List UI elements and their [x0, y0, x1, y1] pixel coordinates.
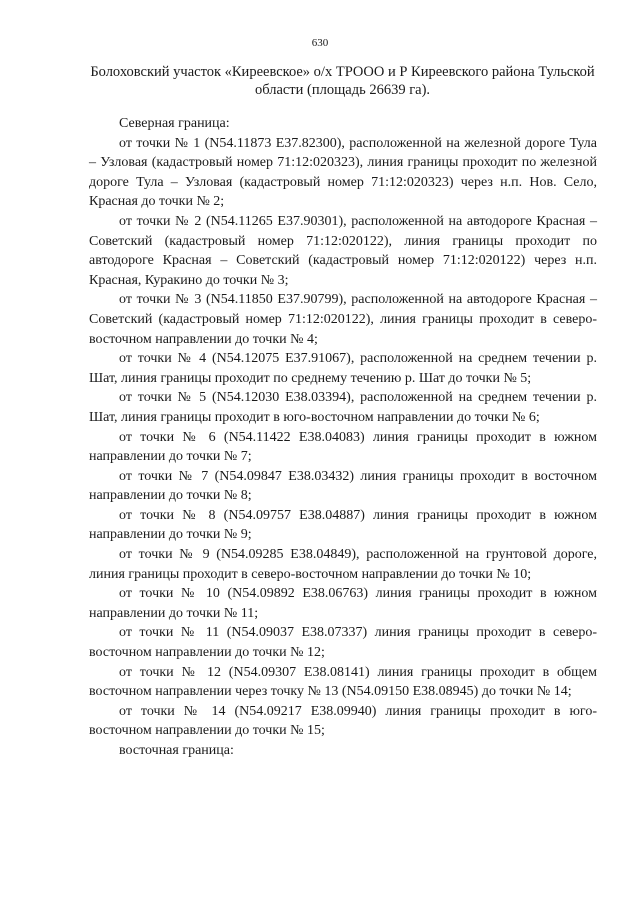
paragraph: от точки № 7 (N54.09847 E38.03432) линия границы проходит в восточном направлении до точки № 8; [89, 468, 597, 504]
paragraph: от точки № 6 (N54.11422 E38.04083) линия границы проходит в южном направлении до точки № 7; [89, 429, 597, 465]
paragraph: от точки № 9 (N54.09285 E38.04849), расположенной на грунтовой дороге, линия границы проходит в северо-восточном направлении до точки № 10; [89, 547, 597, 582]
paragraph: от точки № 1 (N54.11873 E37.82300), расположенной на железной дороге Тула – Узловая (кадастровый номер 71:12:020323), линия границы проходит по железной дороге Тула – Узловая (кадастровый номер 71:12:020323) через н.п. Нов. Село, Красная до точки № 2; [89, 135, 597, 210]
paragraph: от точки № 11 (N54.09037 E38.07337) линия границы проходит в северо-восточном направлении до точки № 12; [89, 625, 597, 661]
paragraph: от точки № 4 (N54.12075 E37.91067), расположенной на среднем течении р. Шат, линия границы проходит по среднему течению р. Шат до точки № 5; [89, 351, 597, 386]
document-title: Болоховский участок «Киреевское» о/х ТРООО и Р Киреевского района Тульской области (площадь 26639 га). [90, 64, 595, 98]
paragraph: от точки № 3 (N54.11850 E37.90799), расположенной на автодороге Красная – Советский (кадастровый номер 71:12:020122), линия границы проходит в северо-восточном направлении до точки № 4; [89, 292, 597, 347]
section-heading-north: Северная граница: [119, 116, 230, 131]
paragraph: от точки № 5 (N54.12030 E38.03394), расположенной на среднем течении р. Шат, линия границы проходит в юго-восточном направлении до точки № 6; [89, 390, 597, 425]
paragraph: от точки № 14 (N54.09217 E38.09940) линия границы проходит в юго-восточном направлении до точки № 15; [89, 703, 597, 739]
paragraph: от точки № 2 (N54.11265 E37.90301), расположенной на автодороге Красная – Советский (кадастровый номер 71:12:020122), линия границы проходит по автодороге Красная – Советский (кадастровый номер 71:12:020122) через н.п. Красная, Куракино до точки № 3; [89, 213, 597, 288]
paragraph: от точки № 10 (N54.09892 E38.06763) линия границы проходит в южном направлении до точки № 11; [89, 586, 597, 621]
page-number: 630 [311, 37, 329, 49]
section-heading-east: восточная граница: [119, 743, 234, 758]
paragraph: от точки № 8 (N54.09757 E38.04887) линия границы проходит в южном направлении до точки № 9; [89, 507, 597, 543]
paragraph: от точки № 12 (N54.09307 E38.08141) линия границы проходит в общем восточном направлении через точку № 13 (N54.09150 E38.08945) до точки № 14; [89, 664, 597, 700]
document-body [89, 114, 597, 761]
